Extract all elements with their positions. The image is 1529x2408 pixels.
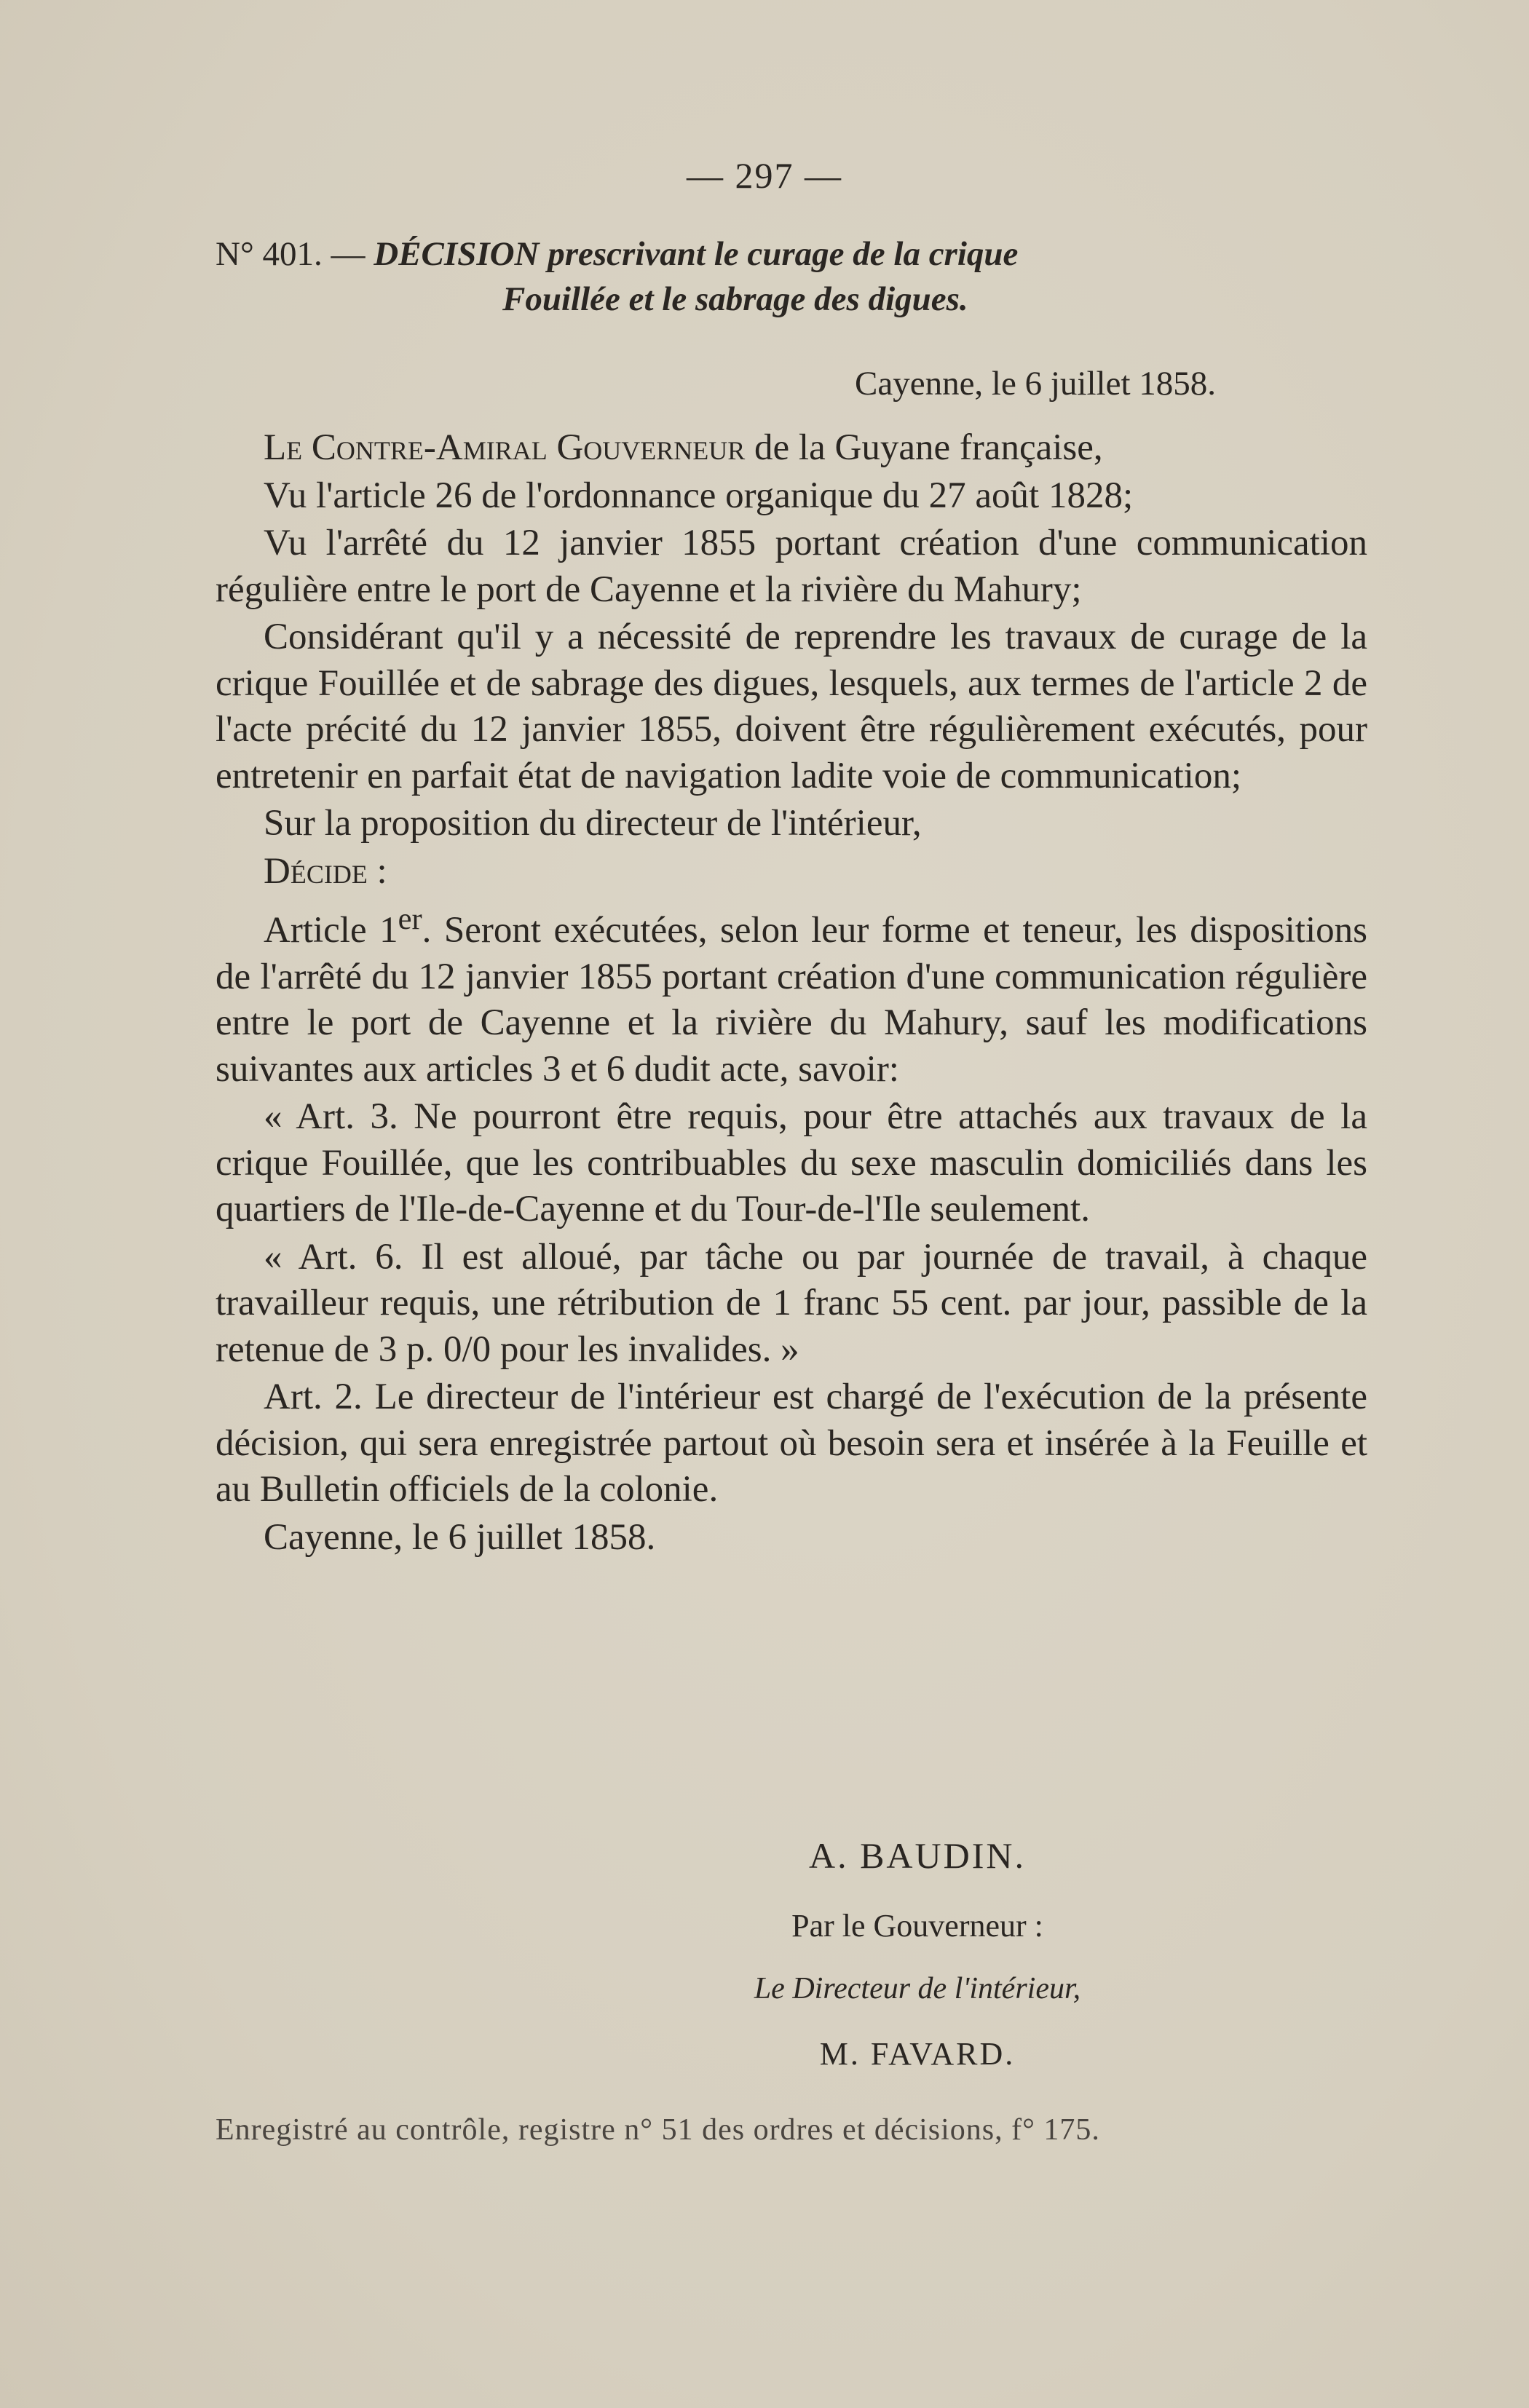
paragraph-governor — [216, 425, 1367, 472]
decision-heading — [216, 231, 1380, 322]
signature-role: Le Directeur de l'intérieur, — [754, 1972, 1081, 2005]
paragraph-article-2: Art. 2. Le directeur de l'intérieur est chargé de l'exécution de la présente décision, qui sera enregistrée partout où besoin sera et insérée à la Feuille et au Bulletin officiels de la colonie. — [216, 1377, 1367, 1510]
paragraph-art-3: « Art. 3. Ne pourront être requis, pour être attachés aux travaux de la crique Fouillée, que les contribuables du sexe masculin domiciliés dans les quartiers de l'Ile-de-Cayenne et du Tour-de-l'Ile seulement. — [216, 1096, 1367, 1229]
decision-body — [216, 425, 1367, 1562]
signature-name: A. BAUDIN. — [808, 1835, 1027, 1876]
decision-title-line1: DÉCISION prescrivant le curage de la crique — [374, 235, 1019, 273]
article-1-label: Article 1 — [264, 910, 398, 951]
paragraph-vu-arrete: Vu l'arrêté du 12 janvier 1855 portant création d'une communication régulière entre le port de Cayenne et la rivière du Mahury; — [216, 523, 1367, 610]
paragraph-art-6: « Art. 6. Il est alloué, par tâche ou par journée de travail, à chaque travailleur requis, une rétribution de 1 franc 55 cent. par jour, passible de la retenue de 3 p. 0/0 pour les invalides. » — [216, 1236, 1367, 1370]
paragraph-decide: Décide : — [264, 850, 387, 892]
governor-title: Le Contre-Amiral Gouverneur — [264, 427, 746, 468]
article-1-sup: er — [398, 902, 422, 936]
paragraph-vu-ordonnance: Vu l'article 26 de l'ordonnance organique du 27 août 1828; — [264, 475, 1134, 516]
page-number: — 297 — — [687, 155, 842, 196]
paragraph-article-1 — [216, 896, 1367, 1093]
signature-director-name: M. FAVARD. — [819, 2036, 1016, 2072]
paragraph-closing-date: Cayenne, le 6 juillet 1858. — [264, 1516, 656, 1558]
decision-title-line2: Fouillée et le sabrage des digues. — [502, 280, 968, 318]
governor-title-rest: de la Guyane française, — [745, 427, 1103, 468]
registration-note: Enregistré au contrôle, registre n° 51 des ordres et décisions, f° 175. — [216, 2113, 1100, 2147]
dateline: Cayenne, le 6 juillet 1858. — [855, 365, 1217, 403]
article-1-text: . Seront exécutées, selon leur forme et teneur, les dispositions de l'arrêté du 12 janvier 1855 portant création d'une communication régulière entre le port de Cayenne et la rivière du Mahury, sauf les modifications suivantes aux articles 3 et 6 dudit acte, savoir: — [216, 910, 1367, 1090]
decision-number: N° 401. — — [216, 235, 366, 273]
signature-par-le-gouverneur: Par le Gouverneur : — [791, 1908, 1043, 1944]
paragraph-considerant: Considérant qu'il y a nécessité de reprendre les travaux de curage de la crique Fouillée et de sabrage des digues, lesquels, aux termes de l'article 2 de l'acte précité du 12 janvier 1855, doivent être régulièrement exécutés, pour entretenir en parfait état de navigation ladite voie de communication; — [216, 617, 1367, 796]
paragraph-proposition: Sur la proposition du directeur de l'intérieur, — [264, 803, 922, 844]
